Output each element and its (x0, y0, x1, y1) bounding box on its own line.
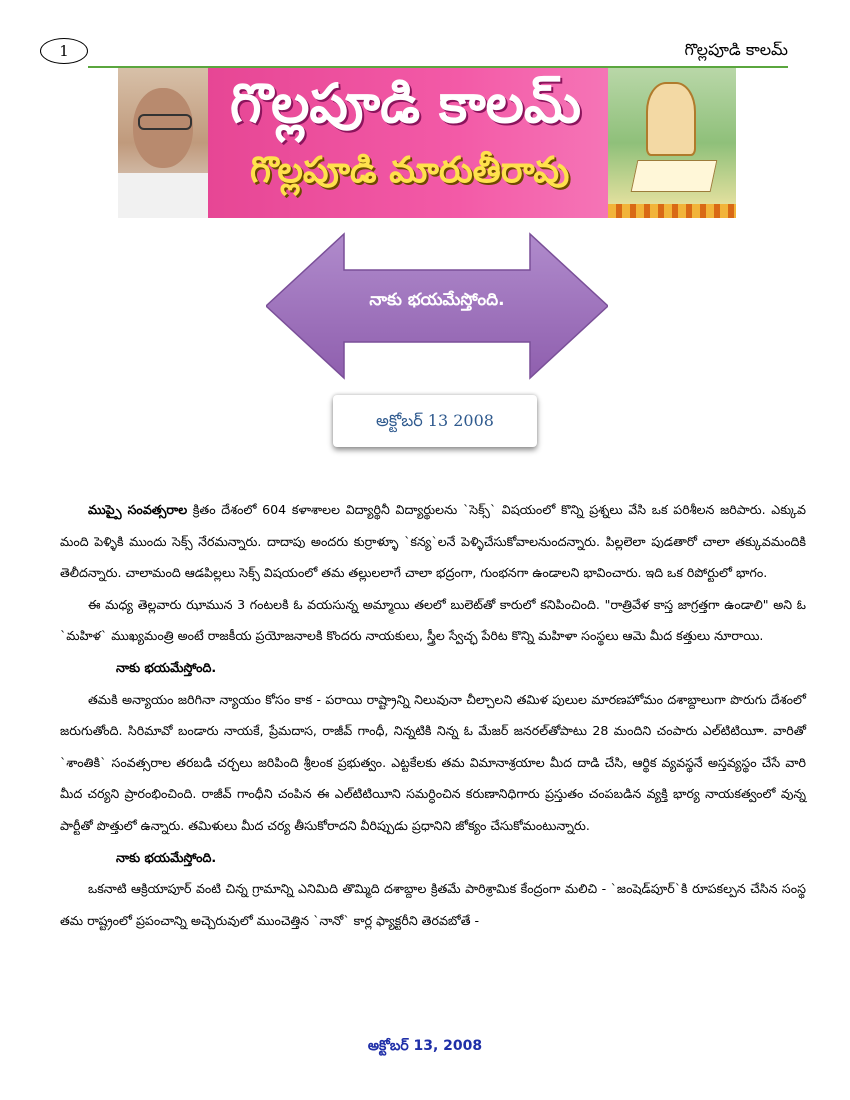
author-photo (118, 68, 208, 218)
banner-title: గొల్లపూడి కాలమ్ (230, 72, 582, 135)
title-arrow (266, 232, 608, 380)
section-subhead: నాకు భయమేస్తోంది. (116, 659, 217, 675)
lead-phrase: ముప్పై సంవత్సరాల (88, 502, 188, 517)
article-date: అక్టోబర్ 13 2008 (333, 395, 537, 447)
footer-date: అక్టోబర్ 13, 2008 (367, 1038, 483, 1054)
section-subhead: నాకు భయమేస్తోంది. (116, 849, 217, 865)
header-title: గొల్లపూడి కాలమ్ (684, 40, 788, 59)
paragraph: ఒకనాటి ఆక్రియాపూర్ వంటి చిన్న గ్రామాన్ని ఎనిమిది తొమ్మిది దశాబ్దాల క్రితమే పారిశ్రామిక కేంద్రంగా మలిచి - `జంషెడ్‌పూర్`కి రూపకల్పన చేసిన సంస్థ తమ రాష్ట్రంలో ప్రపంచాన్ని అచ్చెరువులో ముంచెత్తిన `నానో` కార్ల ఫ్యాక్టరీని తెరవబోతే - (60, 881, 806, 928)
banner-subtitle: గొల్లపూడి మారుతీరావు (250, 150, 570, 191)
article-title: నాకు భయమేస్తోంది. (369, 290, 505, 310)
goddess-emblem-icon (608, 68, 736, 218)
page-number: 1 (40, 38, 88, 64)
column-banner (118, 68, 736, 218)
paragraph (60, 589, 806, 652)
paragraph-text: క్రితం దేశంలో 604 కళాశాలల విద్యార్థినీ విద్యార్థులను `సెక్స్` విషయంలో కొన్ని ప్రశ్నలు వేసి ఒక పరిశీలన జరిపారు. ఎక్కువ మంది పెళ్ళికి ముందు సెక్స్ నేరమన్నారు. దాదాపు అందరు కుర్రాళ్ళూ `కన్య`లనే పెళ్ళిచేసుకోవాలనుందన్నారు. పిల్లలెలా పుడతారో చాలా తక్కువమందికి తెలీదన్నారు. చాలామంది ఆడపిల్లలు సెక్స్ విషయంలో తమ తల్లులలాగే చాలా భద్రంగా, గుంభనగా ఉండాలని భావించారు. ఇది ఒక రిపోర్టులో భాగం. (60, 502, 807, 581)
paragraph: తమకి అన్యాయం జరిగినా న్యాయం కోసం కాక - పరాయి రాష్ట్రాన్ని నిలువునా చీల్చాలని తమిళ పులుల మారణహోమం దశాబ్దాలుగా పొరుగు దేశంలో జరుగుతోంది. సిరిమావో బండారు నాయకే, ప్రేమదాస, రాజీవ్ గాంధీ, నిన్నటికి నిన్న ఓ మేజర్ జనరల్‌తోపాటు 28 మందిని చంపారు ఎల్‌టిటియీా. వారితో `శాంతికి` సంవత్సరాల తరబడి చర్చలు జరిపింది శ్రీలంక ప్రభుత్వం. ఎట్టకేలకు తమ విమానాశ్రయాల మీద దాడి చేసి, ఆర్థిక వ్యవస్థనే అస్తవ్యస్థం చేసే వారి మీద చర్యని ప్రారంభించింది. రాజీవ్ గాంధీని చంపిన ఈ ఎల్‌టిటియీని సమర్ధించిన కరుణానిధిగారు ప్రస్తుతం చంపబడిన వ్యక్తి భార్య నాయకత్వంలో వున్న పార్టీతో పొత్తులో ఉన్నారు. తమిళులు మీద చర్య తీసుకోరాదని వీరిప్పుడు ప్రధానిని జోక్యం చేసుకోమంటున్నారు. (60, 691, 806, 833)
article-body (60, 494, 806, 936)
paragraph (60, 494, 806, 589)
paragraph-text: ఈ మధ్య తెల్లవారు ఝామున 3 గంటలకి ఓ వయసున్న అమ్మాయి తలలో బులెట్‌తో కారులో కనిపించింది. "రాత్రివేళ కాస్త జాగ్రత్తగా ఉండాలి" అని ఓ `మహిళ` ముఖ్యమంత్రి అంటే రాజకీయ ప్రయోజనాలకి కొందరు నాయకులు, స్త్రీల స్వేచ్ఛ పేరిట కొన్ని మహిళా సంస్థలు ఆమె మీద కత్తులు నూరాయి. (60, 596, 806, 644)
